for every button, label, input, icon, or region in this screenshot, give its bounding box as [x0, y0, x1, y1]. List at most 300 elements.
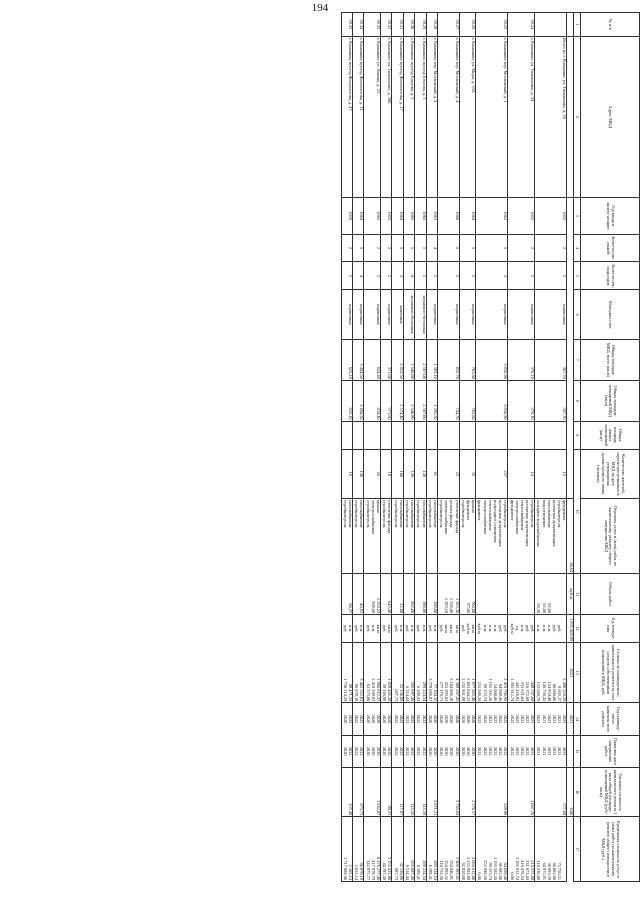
work-volume [415, 574, 426, 615]
measure-unit-line: п.м. [536, 625, 542, 633]
mkd-address: г. Камышин, проезд Егорова, д. 5 [403, 36, 414, 197]
completion-date-line: 2020 [382, 746, 388, 756]
column-number: 6 [574, 290, 581, 339]
measure-unit-line: руб. [382, 624, 388, 633]
total-area: 376,10 [508, 339, 535, 380]
work-type-line: стройконтроль [460, 500, 466, 528]
limit-cost [364, 817, 381, 882]
completion-date [392, 735, 403, 767]
completion-date-line: 2020 [365, 746, 371, 756]
mkd-address: г. Камышин, ул. Тимошенко, д. 34 [508, 36, 535, 197]
work-volume-line [353, 575, 358, 613]
repair-cost [364, 643, 381, 703]
measure-unit-line: п.м. [482, 625, 488, 633]
column-number: 2 [574, 36, 581, 197]
work-type-line: газоснабжение [348, 500, 354, 528]
column-number: 5 [574, 262, 581, 290]
work-type-line: теплоснабжение [487, 500, 493, 531]
resident-count: 18 [381, 449, 392, 498]
work-type-line: стройконтроль [557, 500, 563, 528]
repair-cost [403, 643, 414, 703]
column-number: 8 [574, 380, 581, 421]
limit-cost [392, 817, 403, 882]
work-volume-line [427, 575, 432, 613]
repair-cost-line: 445 426,82 [514, 681, 520, 702]
completion-date [459, 735, 476, 767]
repair-year-line: 2020 [427, 714, 433, 724]
resident-count: 15 [535, 449, 567, 498]
floor-count: 2 [381, 234, 392, 262]
work-volume-line: 202,00 [410, 601, 416, 614]
measure-unit [426, 615, 437, 643]
floor-count: 5 [476, 234, 508, 262]
living-area [508, 421, 535, 449]
completion-date-line: 2020 [449, 746, 455, 756]
repair-cost [341, 643, 352, 703]
repair-year-line: 2021 [536, 714, 542, 724]
repair-cost [415, 643, 426, 703]
completion-date-line: 2022 [487, 746, 493, 756]
floor-count: 2 [535, 234, 567, 262]
premises-area: 2 507,00 [415, 380, 426, 421]
total-year: 2021 [567, 643, 574, 703]
repair-year-line: 2021 [530, 714, 536, 724]
resident-count: 120 [403, 449, 414, 498]
work-type-line: стройконтроль [382, 500, 388, 528]
commission-year: 1961 [426, 197, 437, 234]
commission-year: 1953 [535, 197, 567, 234]
table-row [403, 13, 414, 882]
repair-year-line: 2020 [454, 714, 460, 724]
completion-date-line: 2021 [530, 746, 536, 756]
premises-area: 1 285,50 [426, 380, 437, 421]
measure-unit-line: руб. [557, 624, 563, 633]
living-area [535, 421, 567, 449]
work-type-line: стройконтроль [365, 500, 371, 528]
commission-year: 1965 [415, 197, 426, 234]
work-type-line: подъездное освещение [492, 500, 498, 543]
wall-material: кирпичные [476, 290, 508, 339]
repair-cost-line: 6 314,44 [404, 685, 410, 702]
column-header: № п/п [581, 13, 640, 37]
work-volume-line: 96,37 [348, 603, 354, 614]
repair-year-line: 2022 [410, 714, 416, 724]
commission-year: 1964 [353, 197, 364, 234]
work-type-line: фундамент [477, 500, 483, 521]
entrance-count: 2 [426, 262, 437, 290]
column-number: 1 [574, 13, 581, 37]
repair-year-line: 2022 [416, 714, 422, 724]
measure-unit-line: куб.м [477, 623, 483, 634]
measure-unit-line: кв.м [454, 624, 460, 633]
column-header: Общая площадь жилых помещений (кв.м) [581, 421, 640, 449]
completion-date-line: 2022 [492, 746, 498, 756]
limit-cost-line: 334 946,81 [449, 860, 455, 880]
work-volume [353, 574, 364, 615]
repair-cost [476, 643, 508, 703]
row-number: 58.29 [415, 13, 426, 37]
resident-count: 26 [364, 449, 381, 498]
limit-cost-line: 66 002,00 [552, 862, 558, 880]
repair-cost-line: 1 828 445,28 [387, 678, 393, 702]
repair-cost-line: 3 104 006,18 [449, 678, 455, 702]
repair-year-line: 2020 [460, 714, 466, 724]
repair-year [426, 703, 437, 735]
premises-area: 367,70 [535, 380, 567, 421]
work-type-line: холодное водоснабжение [536, 500, 542, 547]
repair-cost-line: 98 471,32 [348, 683, 354, 702]
total-date: 2021 [567, 703, 574, 735]
row-number: 58.24 [508, 13, 535, 37]
work-volume [364, 574, 381, 615]
column-number: 3 [574, 197, 581, 234]
table-row [341, 13, 352, 882]
column-number: 15 [574, 735, 581, 767]
resident-count: 23 [437, 449, 459, 498]
limit-cost-line: 64 875,91 [541, 862, 547, 880]
work-volume-line [476, 575, 481, 613]
work-volume [476, 574, 508, 615]
limit-cost-line: 94 098,46 [503, 862, 509, 880]
repair-year [364, 703, 381, 735]
resident-count: 257 [476, 449, 508, 498]
column-number: 4 [574, 234, 581, 262]
work-volume-line: 190,00 [421, 601, 427, 614]
measure-unit-line: ед. [514, 626, 520, 632]
repair-year-line: 2022 [482, 714, 488, 724]
unit-cost: 1 942,07 [364, 767, 381, 816]
work-volume-line [502, 575, 507, 613]
limit-cost-line: 99 982,00 [498, 862, 504, 880]
work-type [341, 499, 352, 574]
work-type-line: стройконтроль [427, 500, 433, 528]
limit-cost [381, 817, 392, 882]
repair-cost-line: 2 419 268,82 [370, 678, 376, 702]
column-header: Объем работ [581, 574, 640, 615]
work-type-line: электроснабжение [444, 500, 450, 535]
mkd-address: г. Камышин, ул. Мира, д. 53А [459, 36, 476, 197]
measure-unit-line: руб. [498, 624, 504, 633]
floor-count: 5 [353, 234, 364, 262]
entrance-count: 3 [392, 262, 403, 290]
completion-date-line: 2020 [444, 746, 450, 756]
measure-unit-line: руб. [460, 624, 466, 633]
repair-cost-line: 77 104,15 [432, 683, 438, 702]
unit-cost: 1 067,70 [508, 767, 535, 816]
column-header: Год ввода в эксплу-атацию [581, 197, 640, 234]
rotated-table-container [40, 12, 640, 882]
completion-date-line: 2020 [439, 746, 445, 756]
measure-unit-line: руб. [342, 624, 348, 633]
repair-year-line: 2021 [557, 714, 563, 724]
repair-cost-line: 1 730 214,29 [342, 678, 348, 702]
row-number: 58.31 [392, 13, 403, 37]
table-row [364, 13, 381, 882]
measure-unit-line: руб. [365, 624, 371, 633]
mkd-address: г. Камышин, пер. Московский, д. 4 [437, 36, 459, 197]
repair-cost-line: 255 949,56 [477, 681, 483, 702]
measure-unit [437, 615, 459, 643]
work-type [437, 499, 459, 574]
work-type-line: стройконтроль [503, 500, 509, 528]
limit-cost-line: 6 189,41 [427, 864, 433, 880]
completion-date-line: 2022 [410, 746, 416, 756]
repair-year [459, 703, 476, 735]
floor-count: 2 [364, 234, 381, 262]
repair-cost-line: 94 098,46 [498, 683, 504, 702]
work-volume-line: 1 554,23 [376, 597, 382, 614]
repair-cost-line: 289 224,54 [421, 681, 427, 702]
wall-material: кирпичные [364, 290, 381, 339]
mkd-address: г. Камышин, пер. Московский, д. 4 [426, 36, 437, 197]
measure-unit-line: п.м. [546, 625, 552, 633]
column-header: Перечень услуг и (или) работ по капитальному ремонту общего имущества МКД [581, 499, 640, 574]
work-type-line: проектная документация [525, 500, 531, 547]
premises-area: 3 494,50 [353, 380, 364, 421]
measure-unit [353, 615, 364, 643]
total-area: 703,60 [459, 339, 476, 380]
measure-unit-line: кв.м [444, 624, 450, 633]
limit-cost [426, 817, 437, 882]
living-area [353, 421, 364, 449]
measure-unit-line: кв.м [471, 624, 477, 633]
wall-material: керамзито-бетонные [403, 290, 414, 339]
repair-cost-line: 4 308 667,45 [454, 678, 460, 702]
living-area [459, 421, 476, 449]
living-area [426, 421, 437, 449]
completion-date [476, 735, 508, 767]
completion-date [353, 735, 364, 767]
completion-date-line: 2020 [387, 746, 393, 756]
work-type-line: стройконтроль [354, 500, 360, 528]
work-volume [437, 574, 459, 615]
total-area: 835,70 [437, 339, 459, 380]
total-area: 3 850,90 [476, 339, 508, 380]
repair-year [508, 703, 535, 735]
repair-year [381, 703, 392, 735]
completion-date-line: 2021 [541, 746, 547, 756]
row-number: 58.26 [459, 13, 476, 37]
limit-cost-line: 6 176 277,46 [376, 856, 382, 880]
repair-cost-line: 1 866 612,25 [376, 678, 382, 702]
measure-unit-line: кв.м [376, 624, 382, 633]
measure-unit-line: руб. [416, 624, 422, 633]
entrance-count: 3 [476, 262, 508, 290]
completion-date-line: 2022 [348, 746, 354, 756]
living-area [392, 421, 403, 449]
repair-cost-line: 124 834,48 [546, 681, 552, 702]
repair-cost-line: 448 747,00 [530, 681, 536, 702]
measure-unit [364, 615, 381, 643]
entrance-count: 2 [437, 262, 459, 290]
measure-unit [476, 615, 508, 643]
wall-material: кирпичные [381, 290, 392, 339]
work-type [353, 499, 364, 574]
work-type [392, 499, 403, 574]
limit-cost [341, 817, 352, 882]
work-type [535, 499, 567, 574]
table-row [353, 13, 364, 882]
unit-cost: 157,48 [341, 767, 352, 816]
limit-cost-line: 1 717 089,90 [342, 856, 348, 880]
living-area [476, 421, 508, 449]
entrance-count: 4 [353, 262, 364, 290]
work-volume-line [556, 575, 561, 613]
row-number: 58.34 [353, 13, 364, 37]
table-header-row [581, 13, 640, 882]
mkd-address: г. Камышин, ул. Тимошенко, д. 30Б [381, 36, 392, 197]
completion-date-line: 2022 [482, 746, 488, 756]
wall-material: кирпичные [426, 290, 437, 339]
repair-cost-line: 122 649,79 [536, 681, 542, 702]
repair-cost-line: 331 671,04 [519, 681, 525, 702]
work-type-line: фундамент [466, 500, 472, 521]
wall-material: каменные [392, 290, 403, 339]
work-volume [535, 574, 567, 615]
unit-cost: 577,68 [535, 767, 567, 816]
living-area [341, 421, 352, 449]
unit-cost: 115,56 [403, 767, 414, 816]
entrance-count: 5 [415, 262, 426, 290]
total-limit: 0,00 [567, 767, 574, 816]
work-volume-line [524, 575, 529, 613]
completion-date-line: 2021 [562, 746, 568, 756]
total-cost: 1 835 608,89 [567, 615, 574, 643]
repair-year-line: 2022 [487, 714, 493, 724]
work-type-line: электроснабжение [482, 500, 488, 535]
repair-cost-line: 2 419 796,96 [503, 678, 509, 702]
repair-cost [392, 643, 403, 703]
measure-unit-line: п.м. [541, 625, 547, 633]
resident-count: 61 [426, 449, 437, 498]
limit-cost-line: 295 087,46 [410, 860, 416, 880]
repair-year-line: 2020 [370, 714, 376, 724]
completion-date-line: 2021 [552, 746, 558, 756]
total-area: 3 494,50 [353, 339, 364, 380]
total-unit-cost [567, 735, 574, 767]
work-type-line: газоснабжение [421, 500, 427, 528]
limit-cost-line: 216 372,68 [530, 860, 536, 880]
work-volume-line: 87,00 [466, 603, 472, 614]
work-volume-line [529, 575, 534, 613]
work-type [415, 499, 426, 574]
repair-year-line: 2022 [398, 714, 404, 724]
limit-cost-line: 354 893,32 [444, 860, 450, 880]
column-number: 10 [574, 449, 581, 574]
limit-cost [415, 817, 426, 882]
work-volume-line [460, 575, 465, 613]
repair-year-line: 2022 [359, 714, 365, 724]
measure-unit [535, 615, 567, 643]
column-number: 7 [574, 339, 581, 380]
work-type [381, 499, 392, 574]
work-volume-line: 59,50 [536, 603, 542, 614]
work-volume-line [364, 575, 369, 613]
repair-year-line: 2022 [393, 714, 399, 724]
completion-date-line: 2020 [471, 746, 477, 756]
repair-cost [381, 643, 392, 703]
work-type [403, 499, 414, 574]
table-row [508, 13, 535, 882]
work-type-line: крыша [471, 500, 477, 513]
completion-date [415, 735, 426, 767]
repair-year-line: 2022 [498, 714, 504, 724]
work-type-line: стройконтроль [439, 500, 445, 528]
floor-count: 2 [341, 234, 352, 262]
completion-date-line: 2022 [393, 746, 399, 756]
work-type-line: электроснабжение [370, 500, 376, 535]
row-number: 58.25 [476, 13, 508, 37]
measure-unit [459, 615, 476, 643]
limit-cost [353, 817, 364, 882]
work-type-line: ремонт фасада [449, 500, 455, 528]
column-header: Количество жителей, зарегистри-рованных в МКД на дату утверждения краткосрочного плана (человек) [581, 449, 640, 498]
column-header: Общая площадь помещений МКД (кв.м) [581, 380, 640, 421]
limit-cost [403, 817, 414, 882]
column-number-row [574, 13, 581, 882]
repair-year-line: 2020 [432, 714, 438, 724]
completion-date-line: 2022 [509, 746, 515, 756]
unit-cost: 5 765,84 [437, 767, 459, 816]
mkd-address: г. Камышин, проезд Феоктистова, д. 47 [341, 36, 352, 197]
work-volume-line [438, 575, 443, 613]
row-number: 58.27 [437, 13, 459, 37]
premises-area: 371,60 [381, 380, 392, 421]
limit-cost [508, 817, 535, 882]
entrance-count: 2 [341, 262, 352, 290]
repair-year [535, 703, 567, 735]
repair-cost-line: 54 000,00 [492, 683, 498, 702]
completion-date-line: 2020 [432, 746, 438, 756]
unit-cost: 628,80 [476, 767, 508, 816]
repair-year [353, 703, 364, 735]
repair-cost-line: 8 693,17 [557, 685, 563, 702]
repair-cost [426, 643, 437, 703]
repair-cost-line: 2 235 991,88 [460, 678, 466, 702]
floor-count: 4 [426, 234, 437, 262]
unit-cost: 5 071,21 [426, 767, 437, 816]
unit-cost: 88,33 [381, 767, 392, 816]
limit-cost [459, 817, 476, 882]
total-area: 1 383,10 [426, 339, 437, 380]
mkd-address: г. Камышин, проезд Феоктистова, д. 11 [353, 36, 364, 197]
repair-year [403, 703, 414, 735]
entrance-count: 2 [459, 262, 476, 290]
total-area: 634,40 [364, 339, 381, 380]
work-volume [341, 574, 352, 615]
repair-cost-line: 1 877 903,40 [471, 678, 477, 702]
limit-cost-line: 110 236,68 [536, 860, 542, 880]
measure-unit-line: руб. [404, 624, 410, 633]
completion-date-line: 2022 [525, 746, 531, 756]
limit-cost-line: 6 189,41 [416, 864, 422, 880]
page-number: 194 [311, 2, 329, 14]
completion-date-line: 2020 [376, 746, 382, 756]
resident-count: 16 [341, 449, 352, 498]
work-volume [403, 574, 414, 615]
work-type [364, 499, 381, 574]
measure-unit-line: руб. [525, 624, 531, 633]
wall-material: кирпичные [353, 290, 364, 339]
limit-cost-line: 3 909 383,61 [454, 856, 460, 880]
work-volume-line: 46,93 [359, 603, 365, 614]
measure-unit-line: куб.м [509, 623, 515, 634]
completion-date-line: 2021 [557, 746, 563, 756]
work-type-line: водоотведение [541, 500, 547, 528]
limit-cost-line: 2 055,14 [354, 864, 360, 880]
repair-year-line: 2020 [471, 714, 477, 724]
mkd-address: Итого по г. Камышин, ул. Тимошенко, д. 26 [535, 36, 567, 197]
